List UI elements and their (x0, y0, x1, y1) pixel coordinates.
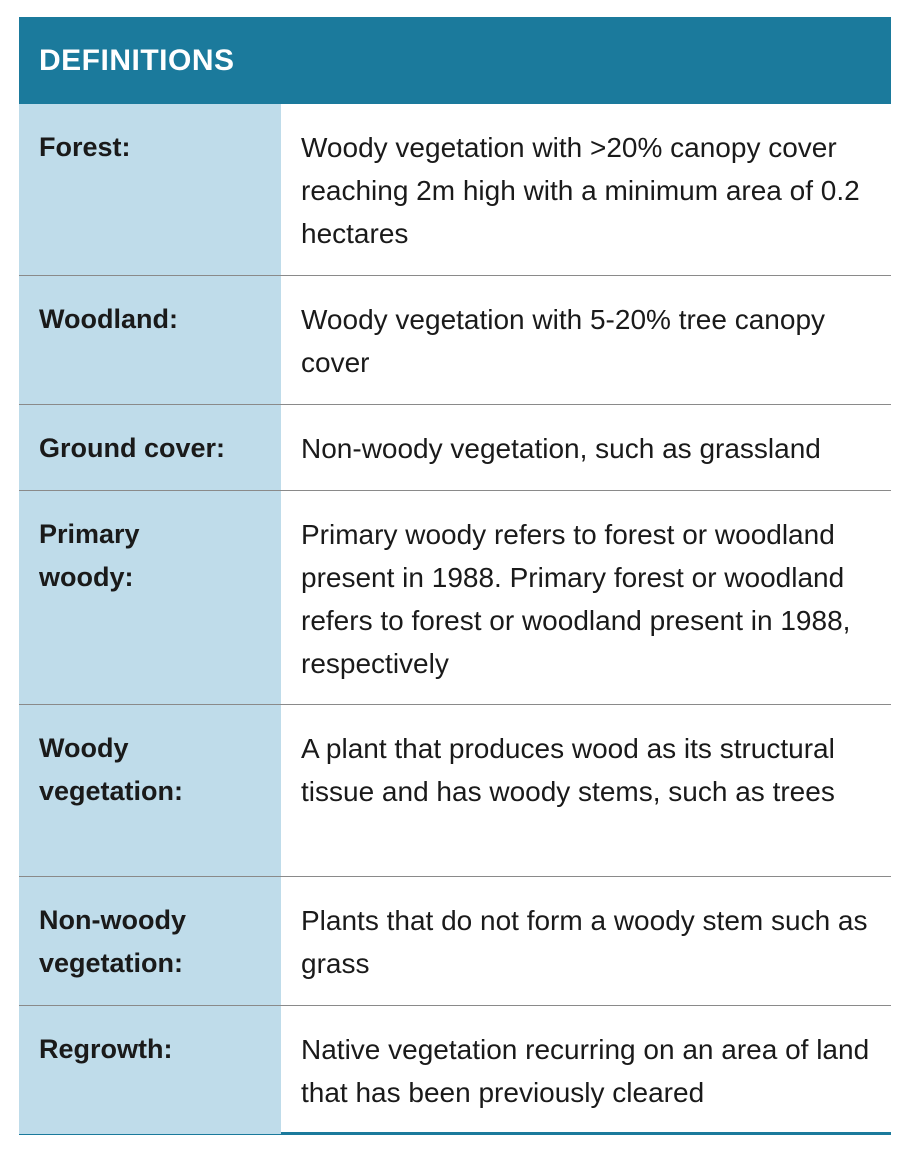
term-label: Regrowth: (19, 1006, 281, 1134)
term-label: Woody vegetation: (19, 705, 281, 876)
term-label: Ground cover: (19, 405, 281, 490)
definition-text: A plant that produces wood as its structural tissue and has woody stems, such as trees (301, 733, 835, 807)
term-label: Forest: (19, 104, 281, 275)
definition-text: Woody vegetation with >20% canopy cover reaching 2m high with a minimum area of 0.2 hectares (301, 132, 860, 249)
definition-row-regrowth (19, 1006, 891, 1134)
term-label: Primary woody: (19, 491, 281, 704)
definition-row-forest (19, 104, 891, 276)
definition-row-woodland (19, 276, 891, 405)
term-label: Woodland: (19, 276, 281, 404)
definition-text: Non-woody vegetation, such as grassland (301, 433, 821, 464)
definition-row-woody-vegetation (19, 705, 891, 877)
definition-text: Native vegetation recurring on an area of land that has been previously cleared (301, 1034, 870, 1108)
definition-row-non-woody-vegetation (19, 877, 891, 1006)
definition-row-ground-cover (19, 405, 891, 491)
definition-text: Woody vegetation with 5-20% tree canopy cover (301, 304, 826, 378)
definition-text: Primary woody refers to forest or woodland present in 1988. Primary forest or woodland refers to forest or woodland present in 1988, respectively (301, 519, 851, 679)
definition-row-primary-woody (19, 491, 891, 705)
panel-title: DEFINITIONS (19, 17, 891, 104)
definition-text: Plants that do not form a woody stem such as grass (301, 905, 868, 979)
definitions-table (19, 104, 891, 1134)
definitions-panel (19, 17, 891, 1135)
term-label: Non-woody vegetation: (19, 877, 281, 1005)
